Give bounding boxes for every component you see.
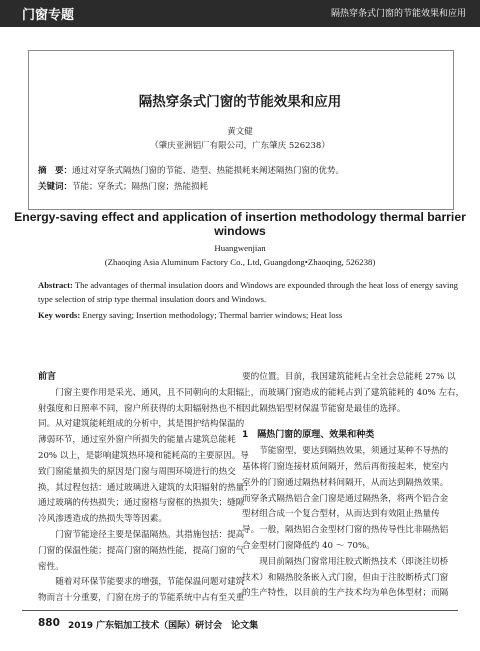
keywords-cn-label: 关键词： [38, 182, 73, 192]
text-line: 通过玻璃的传热损失；通过窗格与窗框的热损失；缝隙 [38, 498, 245, 509]
keywords-cn [38, 180, 208, 192]
abstract-en-line-1 [38, 280, 458, 290]
text-line: 20% 以上，是影响建筑热环境和能耗高的主要原因。导 [38, 450, 249, 461]
text-line: 导。一般，隔热铝合金型材门窗的热传导性比非隔热铝 [242, 525, 449, 536]
text-line: 基体将门窗连接材质间隔开，然后再衔接起来，使室内 [242, 461, 449, 472]
section-heading: 前言 [38, 372, 57, 382]
footer-proceedings: 2019 广东铝加工技术（国际）研讨会 论文集 [68, 621, 259, 631]
text-line: 冷风渗透造成的热损失等等因素。 [38, 514, 167, 525]
text-line: 换，其过程包括：通过玻璃进入建筑的太阳辐射的热量； [38, 482, 253, 493]
paper-title-en: Energy-saving effect and application of insertion methodology thermal barrier windows [14, 210, 466, 238]
affiliation-cn: （肇庆亚洲铝厂有限公司，广东肇庆 526238） [150, 141, 330, 151]
text-line: 致门窗能量损失的原因是门窗与周围环境进行的热交 [38, 466, 236, 477]
text-line: 门窗节能途径主要是保温隔热。其措施包括：提高 [38, 529, 245, 540]
paragraph-gap [242, 417, 442, 428]
paper-title-cn: 隔热穿条式门窗的节能效果和应用 [138, 94, 342, 110]
text-line: 门窗主要作用是采光、通风，且不同朝向的太阳辐 [38, 387, 245, 398]
text-line: 节能窗型，要达到隔热效果，须通过某种不导热的 [242, 446, 449, 457]
keywords-en-text: Energy saving; Insertion methodology; Thermal barrier windows; Heat loss [80, 310, 343, 320]
body-left-column [38, 370, 253, 607]
text-line: 同。从对建筑能耗组成的分析中，其是围护结构保温的 [38, 419, 245, 430]
text-line: 技术）和隔热胶条嵌入式门窗，但由于注胶断桥式门窗 [242, 572, 449, 583]
text-line: 合金型材门窗降低约 40 ～ 70%。 [242, 540, 375, 551]
text-line: 密性。 [38, 561, 64, 572]
abstract-en-line-2: type selection of strip type thermal insulation doors and Windows. [38, 294, 267, 304]
header-bar [0, 0, 480, 27]
text-line: 要的位置。目前，我国建筑能耗占全社会总能耗 27% 以 [242, 372, 456, 382]
abstract-cn-label: 摘 要： [38, 166, 73, 176]
text-line: 射强度和日照率不同，窗户所获得的太阳辐射热也不相 [38, 403, 245, 414]
header-running-title: 隔热穿条式门窗的节能效果和应用 [330, 9, 466, 19]
text-line: 上，而玻璃门窗造成的能耗占到了建筑能耗的 40% 左右， [242, 387, 465, 398]
abstract-cn [38, 164, 344, 176]
text-line: 因此隔热铝型材保温节能窗是最佳的选择。 [242, 403, 406, 414]
text-line: 的生产特性，以目前的生产技术均为单色体型材；而隔 [242, 588, 449, 599]
author-en: Huangwenjian [214, 243, 266, 253]
text-line: 而穿条式隔热铝合金门窗是通过隔热条，将两个铝合金 [242, 493, 449, 504]
keywords-en-label: Key words: [38, 310, 81, 320]
abstract-en-text-1: The advantages of thermal insulation doors and Windows are expounded through the heat loss of energy saving [72, 280, 458, 290]
abstract-cn-text: 通过对穿条式隔热门窗的节能、造型、热能损耗来阐述隔热门窗的优势。 [72, 166, 345, 176]
affiliation-en: (Zhaoqing Asia Aluminum Factory Co., Ltd, Guangdong•Zhaoqing, 526238) [104, 257, 376, 267]
text-line: 室外的门窗通过隔热材料间隔开，从而达到隔热效果。 [242, 477, 449, 488]
text-line: 现目前隔热门窗常用注胶式断热技术（即浇注切桥 [242, 556, 449, 567]
header-section-title: 门窗专题 [22, 8, 75, 23]
text-line: 门窗的保温性能；提高门窗的隔热性能，提高门窗的气 [38, 545, 245, 556]
author-cn: 黄文健 [227, 127, 253, 137]
footer-rule [22, 610, 458, 611]
abstract-en-label: Abstract: [38, 280, 73, 290]
body-right-column [242, 370, 465, 602]
keywords-cn-text: 节能；穿条式；隔热门窗；热能损耗 [72, 182, 209, 192]
text-line: 型材组合成一个复合型材，从而达到有效阻止热量传 [242, 509, 440, 520]
footer-page-number: 880 [38, 617, 60, 629]
text-line: 物而言十分重要，门窗在房子的节能系统中占有至关重 [38, 593, 245, 604]
keywords-en [38, 310, 342, 320]
section-heading: 1 隔热门窗的原理、效果和种类 [242, 430, 375, 441]
text-line: 随着对环保节能要求的增强，节能保温问题对建筑 [38, 577, 245, 588]
text-line: 薄弱环节，通过室外窗户所损失的能量占建筑总能耗 [38, 435, 236, 446]
